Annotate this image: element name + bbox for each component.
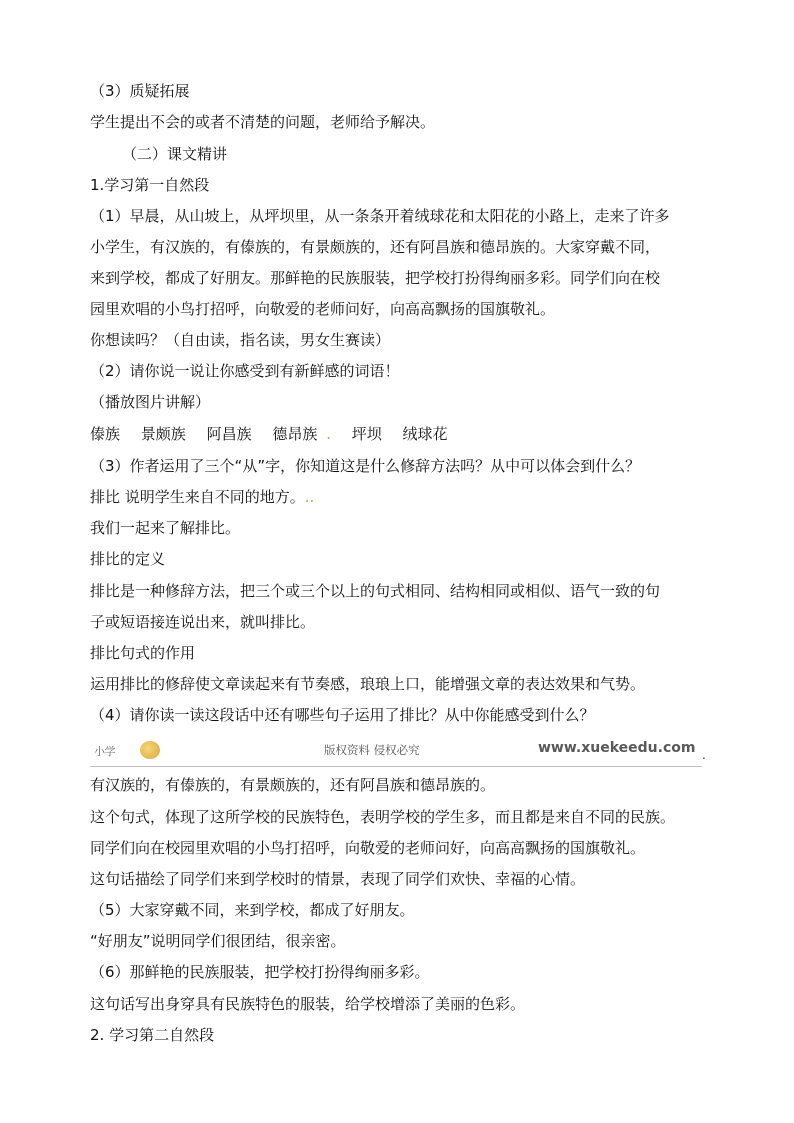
paragraph: 同学们向在校园里欢唱的小鸟打招呼，向敬爱的老师问好，向高高飘扬的国旗敬礼。 [90, 839, 646, 857]
paragraph-dot: .. [304, 488, 315, 506]
vocab-word: 坪坝 [351, 425, 382, 443]
paragraph: 小学生，有汉族的，有傣族的，有景颇族的，还有阿昌族和德昂族的。大家穿戴不同， [90, 238, 661, 256]
subheading: 排比的定义 [90, 550, 166, 568]
paragraph: （4）请你读一读这段话中还有哪些句子运用了排比？从中你能感受到什么？ [90, 706, 595, 724]
site-logo [94, 740, 164, 760]
paragraph: （播放图片讲解） [90, 393, 211, 411]
copyright-notice: 版权资料 侵权必究 [324, 743, 420, 757]
vocab-word: 德昂族 [272, 425, 318, 443]
paragraph: 有汉族的，有傣族的，有景颇族的，还有阿昌族和德昂族的。 [90, 776, 496, 794]
banner-mark: . [702, 748, 706, 762]
site-url: www.xuekeedu.com [538, 740, 696, 756]
paragraph: 园里欢唱的小鸟打招呼，向敬爱的老师问好，向高高飘扬的国旗敬礼。 [90, 300, 556, 318]
vocab-word: 阿昌族 [206, 425, 252, 443]
paragraph: 子或短语接连说出来，就叫排比。 [90, 613, 316, 631]
paragraph: （2）请你说一说让你感受到有新鲜感的词语！ [90, 362, 400, 380]
logo-badge-icon [140, 741, 160, 759]
paragraph: 排比是一种修辞方法，把三个或三个以上的句式相同、结构相同或相似、语气一致的句 [90, 582, 661, 600]
paragraph: “好朋友”说明同学们很团结，很亲密。 [90, 932, 346, 950]
paragraph [90, 487, 710, 507]
section-heading: （二）课文精讲 [122, 145, 228, 163]
paragraph: 来到学校，都成了好朋友。那鲜艳的民族服装，把学校打扮得绚丽多彩。同学们向在校 [90, 269, 661, 287]
paragraph: 我们一起来了解排比。 [90, 519, 241, 537]
section-heading: 2. 学习第二自然段 [90, 1026, 215, 1044]
paragraph: 这句话写出身穿具有民族特色的服装，给学校增添了美丽的色彩。 [90, 995, 526, 1013]
paragraph: 运用排比的修辞使文章读起来有节奏感，琅琅上口，能增强文章的表达效果和气势。 [90, 675, 646, 693]
paragraph: 这句话描绘了同学们来到学校时的情景，表现了同学们欢快、幸福的心情。 [90, 870, 586, 888]
paragraph: （5）大家穿戴不同，来到学校，都成了好朋友。 [90, 901, 415, 919]
section-heading: 1.学习第一自然段 [90, 176, 210, 194]
paragraph: （6）那鲜艳的民族服装，把学校打扮得绚丽多彩。 [90, 963, 430, 981]
section-heading: （3）质疑拓展 [90, 82, 190, 100]
vocab-word: 景颇族 [140, 425, 186, 443]
watermark-banner [90, 736, 706, 767]
vocab-word: 傣族 [90, 425, 121, 443]
vocab-dot: . [326, 425, 331, 443]
paragraph: （1）早晨，从山坡上，从坪坝里，从一条条开着绒球花和太阳花的小路上，走来了许多 [90, 207, 670, 225]
paragraph: 学生提出不会的或者不清楚的问题，老师给予解决。 [90, 113, 436, 131]
logo-text: 小学 [94, 745, 115, 758]
paragraph: 你想读吗？（自由读，指名读，男女生赛读） [90, 331, 391, 349]
subheading: 排比句式的作用 [90, 644, 196, 662]
paragraph: （3）作者运用了三个“从”字，你知道这是什么修辞方法吗？从中可以体会到什么？ [90, 457, 641, 475]
paragraph: 这个句式，体现了这所学校的民族特色，表明学校的学生多，而且都是来自不同的民族。 [90, 808, 676, 826]
vocabulary-list [90, 424, 710, 444]
vocab-word: 绒球花 [402, 425, 448, 443]
paragraph-text: 排比 说明学生来自不同的地方。 [90, 488, 305, 506]
